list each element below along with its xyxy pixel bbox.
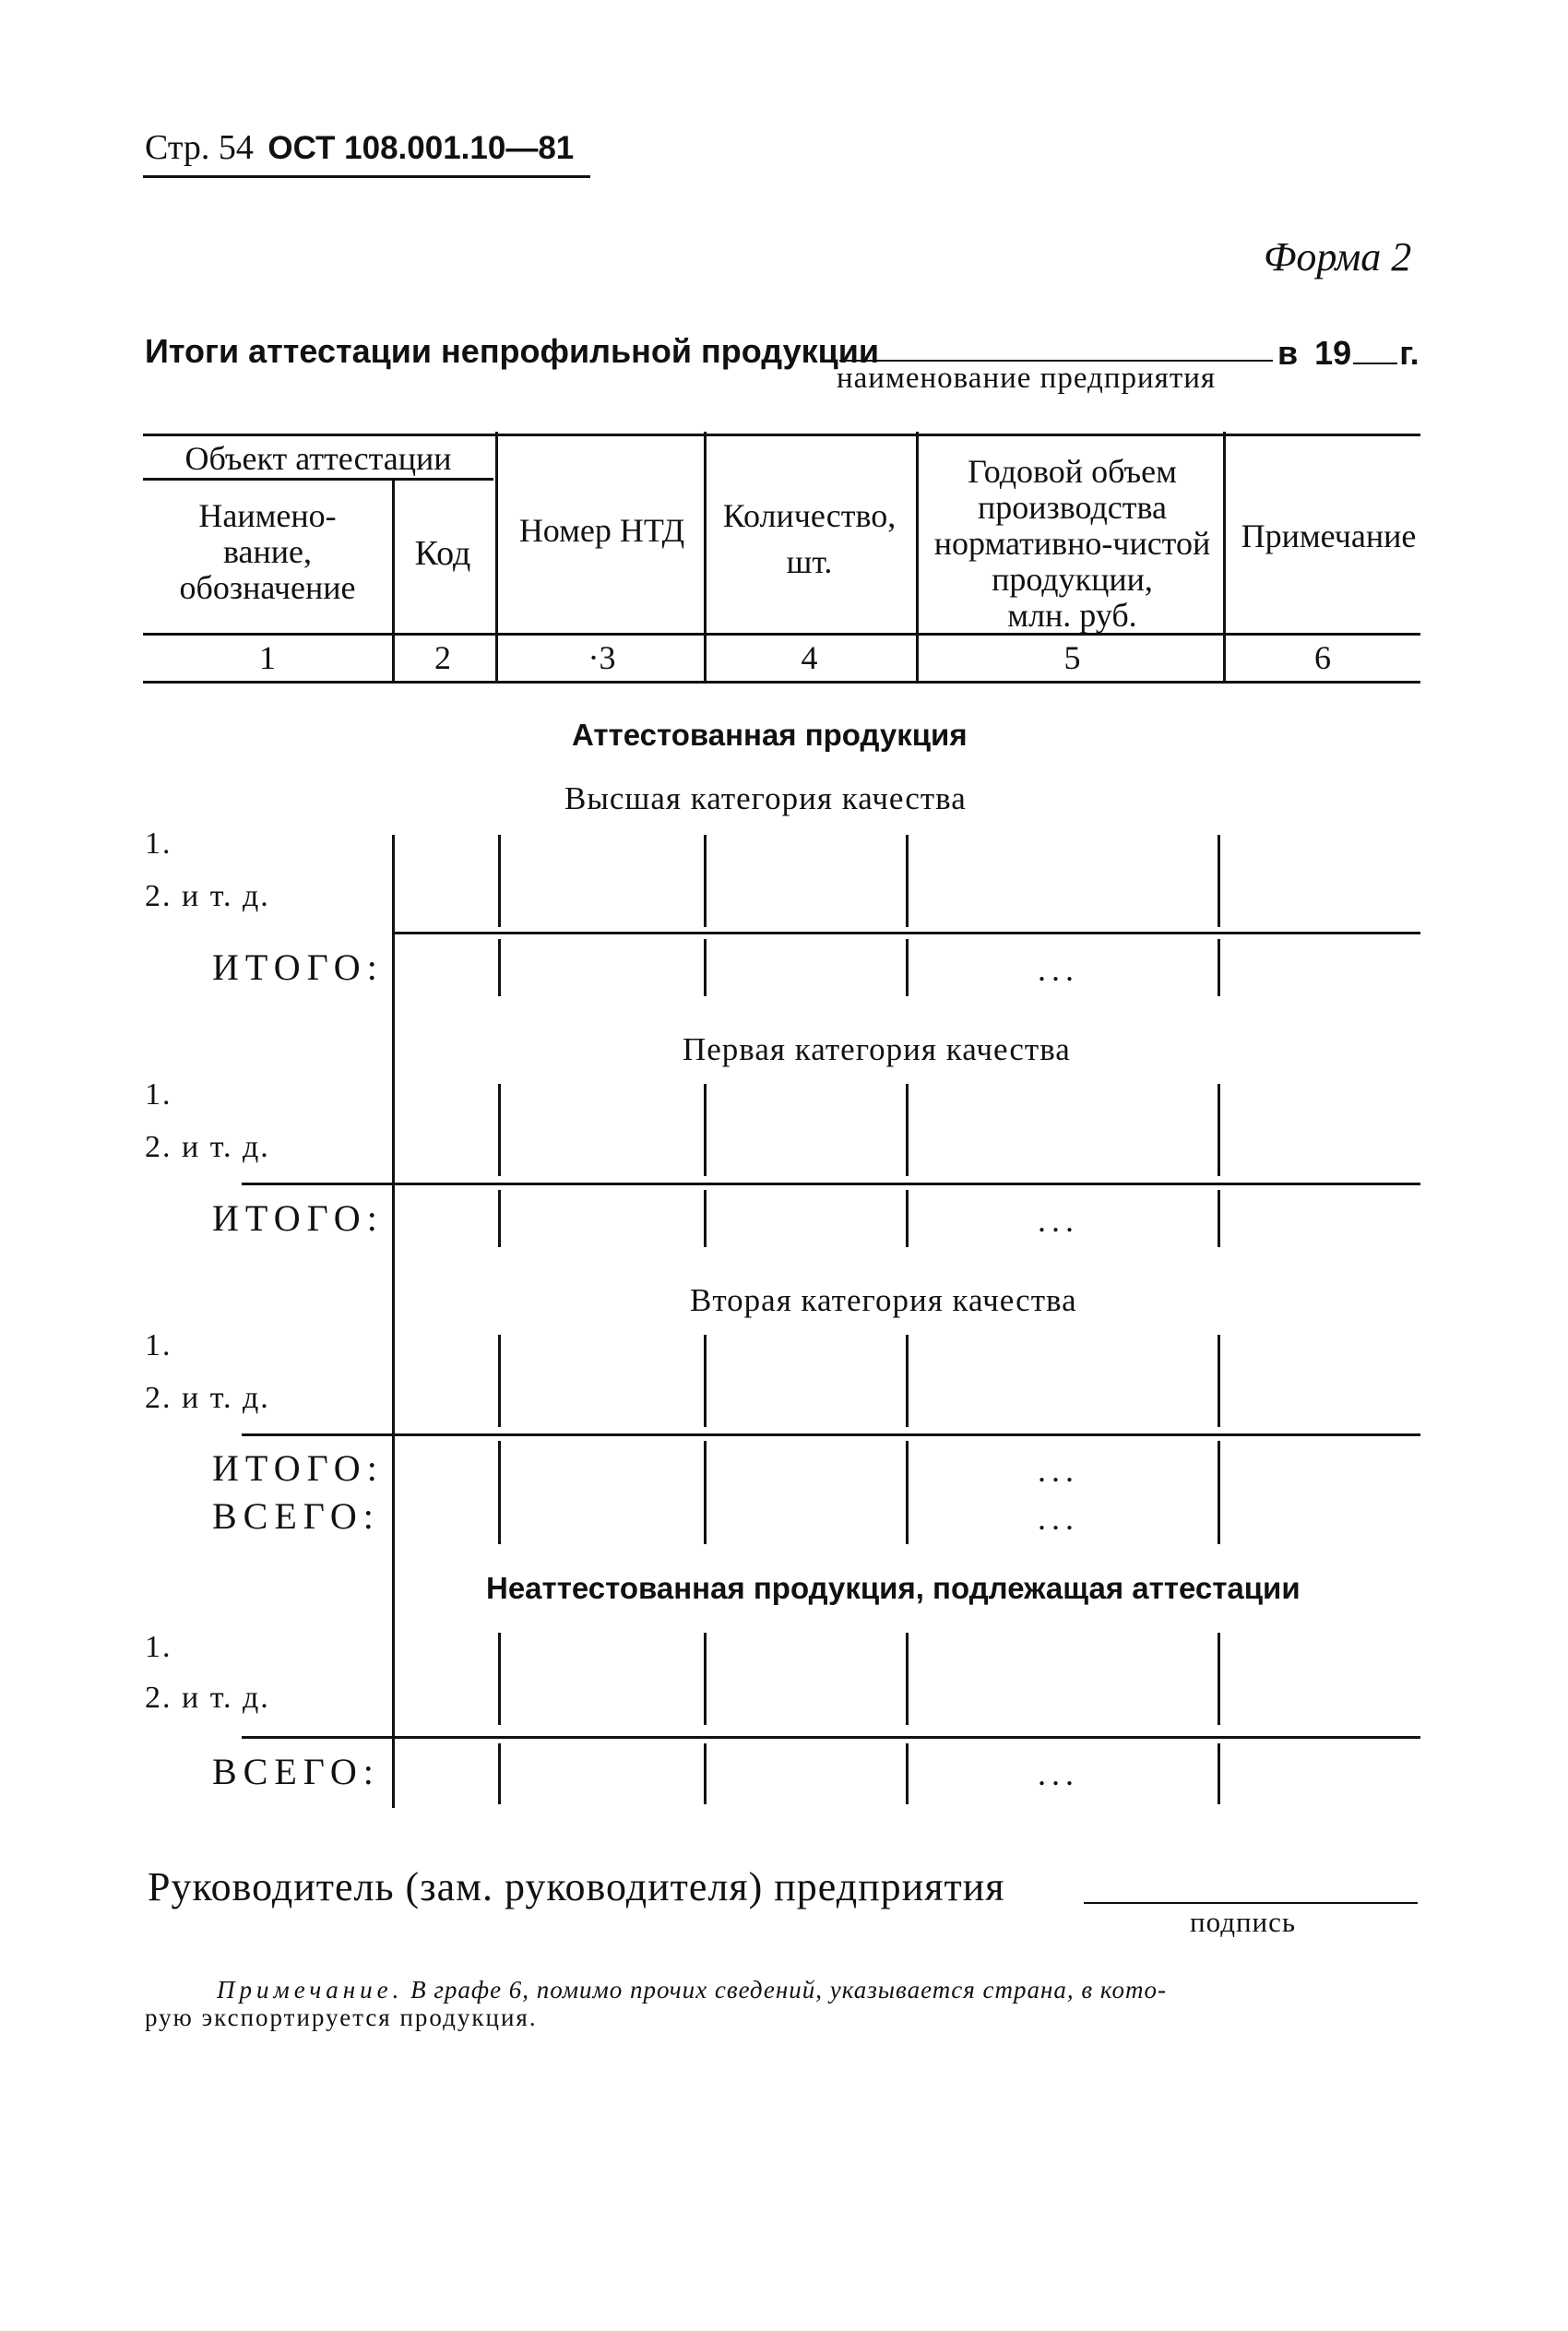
year-in: в — [1277, 334, 1299, 372]
column-header-quantity: Количество, шт. — [722, 497, 897, 580]
table-top-border — [143, 434, 1420, 436]
itogo-second-label: ИТОГО: — [212, 1447, 384, 1489]
category-second-title: Вторая категория качества — [690, 1282, 1077, 1318]
subtotal-line — [394, 932, 1420, 934]
col-divider — [704, 939, 707, 996]
form-label: Форма 2 — [1264, 234, 1412, 279]
col-divider — [1218, 1084, 1220, 1176]
signature-caption: подпись — [1190, 1906, 1297, 1938]
year-blank — [1353, 363, 1397, 364]
footnote-text-1: В графе 6, помимо прочих сведений, указывается страна, в кото- — [410, 1976, 1167, 2004]
footnote-line-2: рую экспортируется продукция. — [145, 2004, 538, 2031]
header-underline — [143, 175, 590, 178]
subtotal-line — [242, 1433, 1420, 1436]
col-divider — [906, 1335, 909, 1427]
col-divider — [906, 1743, 909, 1804]
subtotal-line — [242, 1736, 1420, 1739]
col-divider — [906, 1084, 909, 1176]
page-number: Стр. 54 — [145, 128, 254, 167]
row-item-2: 2. и т. д. — [145, 1130, 270, 1164]
col-divider — [906, 939, 909, 996]
col-divider — [906, 1441, 909, 1544]
col-divider — [1218, 1743, 1220, 1804]
header-divider — [495, 432, 498, 683]
vsego-not-attested-label: ВСЕГО: — [212, 1751, 380, 1792]
enterprise-name-caption: наименование предприятия — [837, 362, 1217, 395]
itogo-second-value: ... — [1038, 1452, 1079, 1489]
column-header-ntd: Номер НТД — [518, 512, 685, 549]
column-header-code: Код — [414, 534, 471, 573]
group-header-underline — [143, 478, 493, 481]
col-divider — [498, 1084, 501, 1176]
header-divider — [392, 478, 395, 683]
column-header-name: Наимено- вание, обозначение — [179, 497, 356, 606]
row-item-1: 1. — [145, 827, 172, 861]
itogo-first-label: ИТОГО: — [212, 1197, 384, 1239]
col-divider — [704, 835, 707, 927]
col-divider — [1218, 1633, 1220, 1725]
signature-label: Руководитель (зам. руководителя) предприятия — [148, 1864, 1005, 1909]
footnote-line-1 — [217, 1976, 1167, 2004]
row-item-2: 2. и т. д. — [145, 1381, 270, 1415]
signature-line — [1084, 1902, 1418, 1904]
col-divider — [1218, 1190, 1220, 1247]
col-divider — [498, 939, 501, 996]
report-title: Итоги аттестации непрофильной продукции — [145, 332, 880, 370]
year-g: г. — [1399, 334, 1420, 372]
row-item-2: 2. и т. д. — [145, 879, 270, 913]
col-divider — [1218, 1335, 1220, 1427]
col-divider — [704, 1633, 707, 1725]
column-numbers-bottom-border — [143, 681, 1420, 684]
row-item-1: 1. — [145, 1630, 172, 1664]
col-divider — [498, 1441, 501, 1544]
col-divider — [498, 1190, 501, 1247]
itogo-first-value: ... — [1038, 1202, 1079, 1239]
vsego-attested-value: ... — [1038, 1500, 1079, 1537]
col-divider — [906, 1190, 909, 1247]
col-divider — [906, 835, 909, 927]
row-item-2: 2. и т. д. — [145, 1681, 270, 1715]
group-header-object: Объект аттестации — [184, 440, 452, 477]
header-divider — [1223, 432, 1226, 683]
col-divider — [498, 835, 501, 927]
col-divider — [704, 1441, 707, 1544]
column-number-2: 2 — [434, 639, 451, 676]
vsego-attested-label: ВСЕГО: — [212, 1495, 380, 1537]
category-highest-title: Высшая категория качества — [564, 780, 967, 816]
col-divider — [1218, 835, 1220, 927]
column-number-3: ·3 — [588, 639, 616, 676]
section-not-attested-title: Неаттестованная продукция, подлежащая аттестации — [486, 1571, 1301, 1605]
itogo-highest-value: ... — [1038, 951, 1079, 988]
col-divider — [704, 1335, 707, 1427]
col-divider — [498, 1335, 501, 1427]
col-divider — [498, 1633, 501, 1725]
col-divider — [1218, 1441, 1220, 1544]
year-suffix — [1277, 334, 1420, 373]
column-number-1: 1 — [259, 639, 276, 676]
itogo-highest-label: ИТОГО: — [212, 946, 384, 988]
header-divider — [704, 432, 707, 683]
column-header-bottom-border — [143, 633, 1420, 636]
subtotal-line — [242, 1183, 1420, 1185]
row-item-1: 1. — [145, 1328, 172, 1362]
section-attested-title: Аттестованная продукция — [572, 718, 968, 752]
col-divider — [498, 1743, 501, 1804]
col-divider — [704, 1190, 707, 1247]
header-divider — [916, 432, 919, 683]
column-number-5: 5 — [1063, 639, 1081, 676]
column-header-note: Примечание — [1241, 517, 1417, 554]
col-divider — [906, 1633, 909, 1725]
col-divider — [704, 1084, 707, 1176]
category-first-title: Первая категория качества — [683, 1031, 1071, 1067]
col-divider — [704, 1743, 707, 1804]
vsego-not-attested-value: ... — [1038, 1755, 1079, 1792]
column-number-6: 6 — [1314, 639, 1331, 676]
row-item-1: 1. — [145, 1077, 172, 1112]
standard-code: ОСТ 108.001.10—81 — [267, 130, 575, 166]
column-number-4: 4 — [801, 639, 818, 676]
footnote-label: Примечание. — [217, 1976, 404, 2004]
body-left-divider — [392, 835, 395, 1808]
page-reference — [145, 127, 574, 168]
col-divider — [1218, 939, 1220, 996]
column-header-volume: Годовой объем производства нормативно-чистой продукции, млн. руб. — [933, 453, 1211, 634]
year-prefix: 19 — [1314, 334, 1352, 372]
